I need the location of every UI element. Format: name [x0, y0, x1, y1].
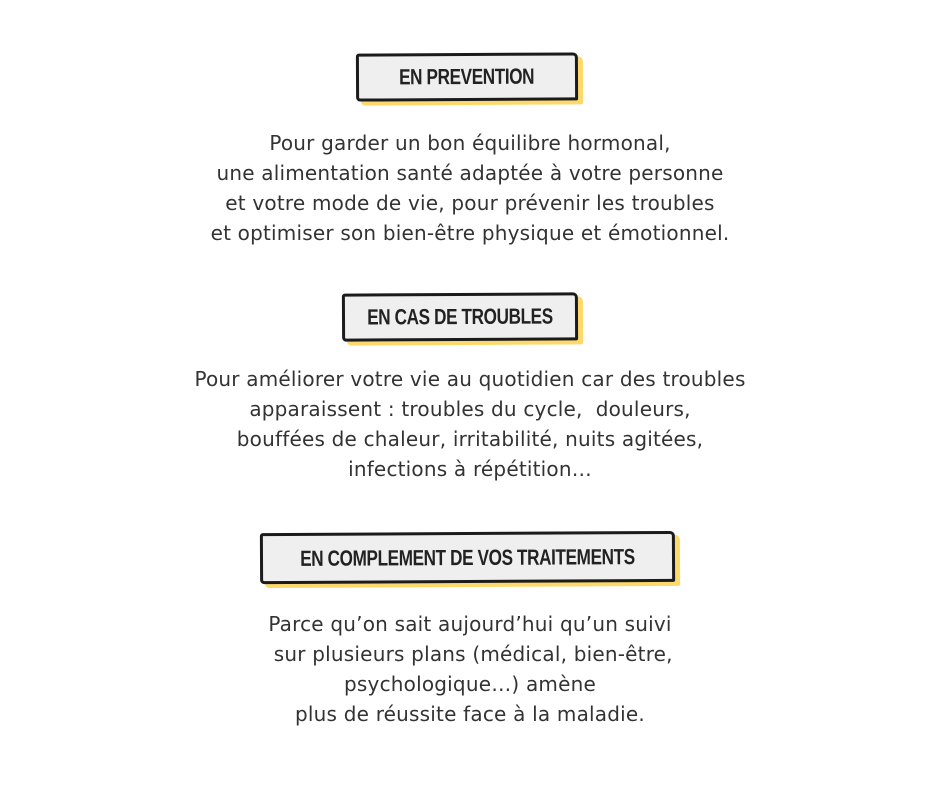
- text-line: plus de réussite face à la maladie.: [295, 702, 645, 726]
- text-line: Pour garder un bon équilibre hormonal,: [269, 131, 671, 155]
- text-line: Pour améliorer votre vie au quotidien car des troubles: [194, 367, 746, 391]
- section-text-complement: [0, 609, 940, 729]
- text-line: psychologique…) amène: [344, 672, 596, 696]
- section-label-text: EN CAS DE TROUBLES: [367, 303, 553, 330]
- section-label-text: EN COMPLEMENT DE VOS TRAITEMENTS: [300, 543, 635, 571]
- text-line: et votre mode de vie, pour prévenir les troubles: [225, 191, 715, 215]
- section-label-troubles: [342, 292, 578, 341]
- section-label-text: EN PREVENTION: [399, 63, 535, 90]
- text-line: infections à répétition…: [348, 457, 592, 481]
- text-line: bouffées de chaleur, irritabilité, nuits agitées,: [236, 427, 704, 451]
- text-line: une alimentation santé adaptée à votre personne: [216, 161, 724, 185]
- text-line: Parce qu’on sait aujourd’hui qu’un suivi: [268, 612, 672, 636]
- section-label-prevention: [356, 52, 578, 101]
- section-text-prevention: [0, 128, 940, 248]
- text-line: apparaissent : troubles du cycle, douleurs,: [249, 397, 691, 421]
- text-line: sur plusieurs plans (médical, bien-être,: [267, 642, 673, 666]
- section-text-troubles: [0, 364, 940, 484]
- section-label-complement: [260, 531, 675, 584]
- text-line: et optimiser son bien-être physique et émotionnel.: [210, 221, 730, 245]
